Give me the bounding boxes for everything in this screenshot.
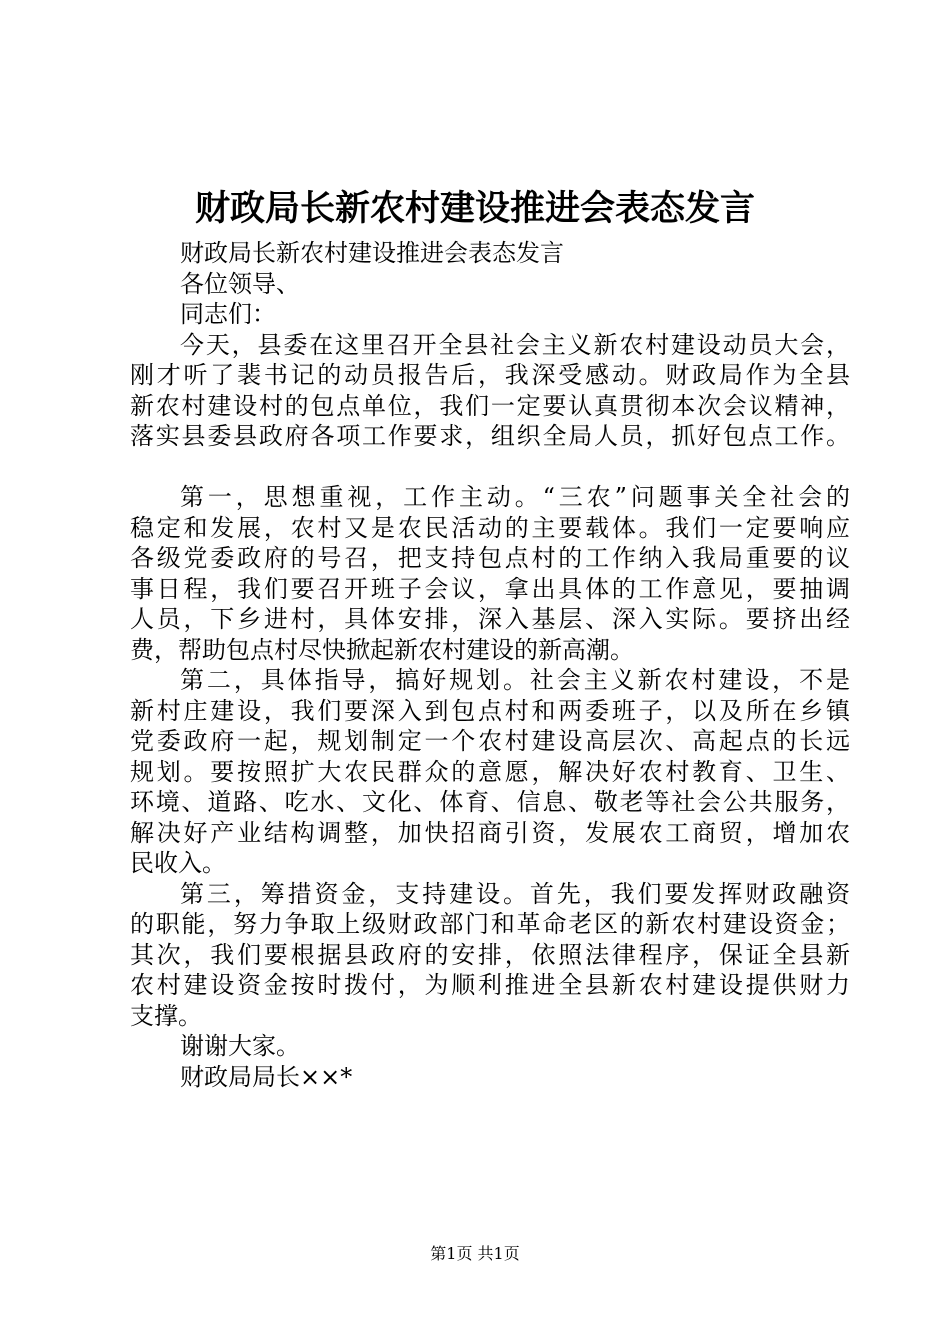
document-body: [130, 238, 850, 1092]
body-line: 支撑。: [130, 1001, 202, 1030]
body-line: 新村庄建设，我们要深入到包点村和两委班子，以及所在乡镇: [130, 696, 850, 725]
body-line: 各级党委政府的号召，把支持包点村的工作纳入我局重要的议: [130, 544, 850, 572]
body-line: 的职能，努力争取上级财政部门和革命老区的新农村建设资金；: [130, 910, 850, 938]
body-line-salutation-1: 各位领导、: [180, 269, 300, 298]
body-line: 党委政府一起，规划制定一个农村建设高层次、高起点的长远: [130, 727, 850, 755]
body-line: 农村建设资金按时拨付，为顺利推进全县新农村建设提供财力: [130, 971, 850, 999]
body-line: 稳定和发展，农村又是农民活动的主要载体。我们一定要响应: [130, 513, 850, 542]
body-line-signature: 财政局局长××*: [180, 1062, 353, 1091]
body-line: 解决好产业结构调整，加快招商引资，发展农工商贸，增加农: [130, 818, 850, 847]
body-line: 环境、道路、吃水、文化、体育、信息、敬老等社会公共服务，: [130, 788, 850, 816]
document-title: 财政局长新农村建设推进会表态发言: [194, 188, 755, 229]
body-line: 今天，县委在这里召开全县社会主义新农村建设动员大会，: [180, 330, 850, 359]
body-line: 第二，具体指导，搞好规划。社会主义新农村建设，不是: [180, 666, 850, 694]
page-footer: 第1页 共1页: [430, 1244, 520, 1263]
body-line-heading: 财政局长新农村建设推进会表态发言: [180, 239, 564, 267]
body-line: 人员，下乡进村，具体安排，深入基层、深入实际。要挤出经: [130, 605, 850, 633]
body-line: 第三，筹措资金，支持建设。首先，我们要发挥财政融资: [180, 879, 850, 908]
body-line: 新农村建设村的包点单位，我们一定要认真贯彻本次会议精神，: [130, 391, 850, 420]
paragraph-gap: [130, 452, 850, 483]
body-line: 第一，思想重视，工作主动。“三农”问题事关全社会的: [180, 483, 850, 511]
body-line: 刚才听了裴书记的动员报告后，我深受感动。财政局作为全县: [130, 361, 850, 389]
body-line-salutation-2: 同志们：: [180, 300, 276, 328]
body-line: 其次，我们要根据县政府的安排，依照法律程序，保证全县新: [130, 940, 850, 969]
body-line-thanks: 谢谢大家。: [180, 1032, 300, 1060]
body-line: 民收入。: [130, 849, 226, 877]
body-line: 事日程，我们要召开班子会议，拿出具体的工作意见，要抽调: [130, 574, 850, 603]
body-line: 费，帮助包点村尽快掀起新农村建设的新高潮。: [130, 635, 634, 664]
body-line: 落实县委县政府各项工作要求，组织全局人员，抓好包点工作。: [130, 422, 850, 450]
body-line: 规划。要按照扩大农民群众的意愿，解决好农村教育、卫生、: [130, 757, 850, 786]
